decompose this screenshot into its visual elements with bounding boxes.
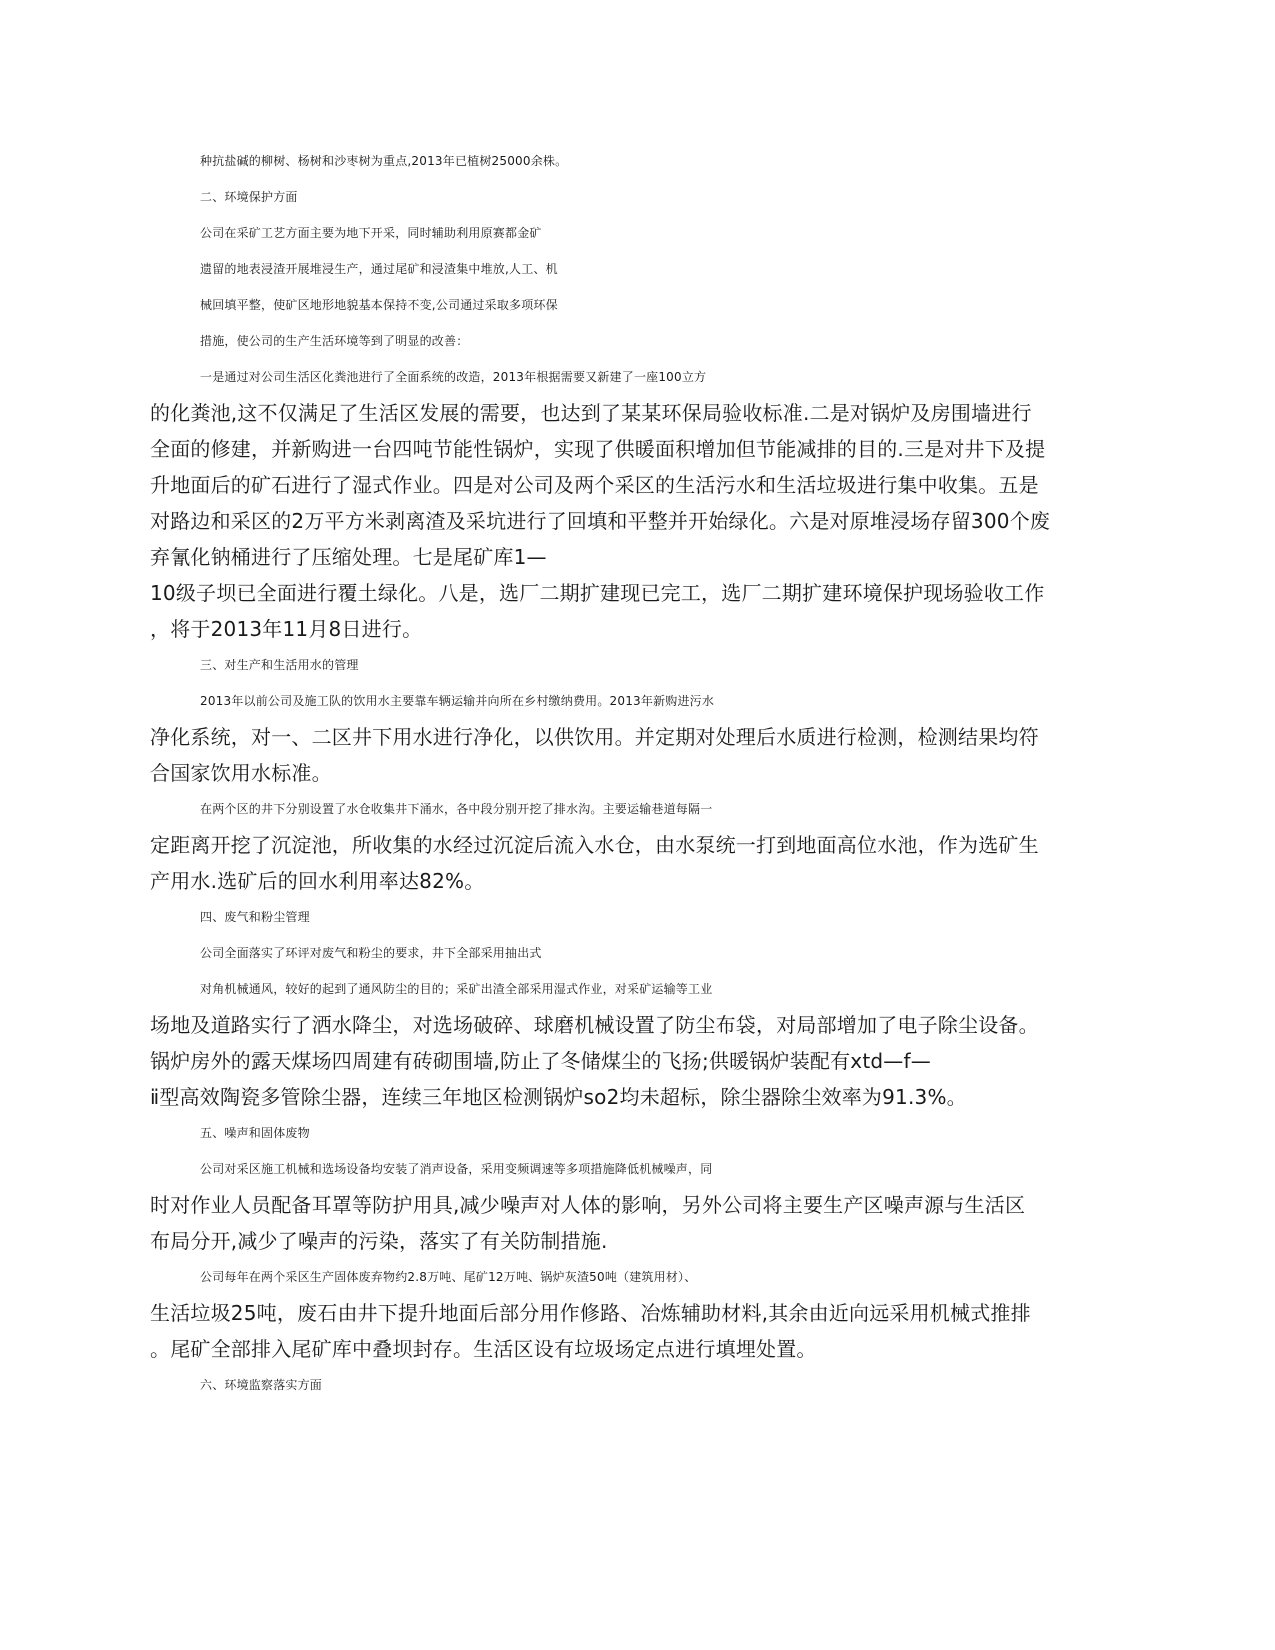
text-line: 公司每年在两个采区生产固体废弃物约2.8万吨、尾矿12万吨、锅炉灰渣50吨（建筑用材）、: [200, 1270, 697, 1284]
section-heading: 五、噪声和固体废物: [200, 1126, 310, 1140]
text-line: ⅱ型高效陶瓷多管除尘器，连续三年地区检测锅炉so2均未超标，除尘器除尘效率为91.3%。: [150, 1085, 967, 1109]
text-line: 械回填平整，使矿区地形地貌基本保持不变,公司通过采取多项环保: [200, 298, 558, 312]
section-heading: 四、废气和粉尘管理: [200, 910, 310, 924]
text-line: 遗留的地表浸渣开展堆浸生产，通过尾矿和浸渣集中堆放,人工、机: [200, 262, 558, 276]
text-line: 公司在采矿工艺方面主要为地下开采，同时辅助利用原赛都金矿: [200, 226, 542, 240]
text-line: 一是通过对公司生活区化粪池进行了全面系统的改造，2013年根据需要又新建了一座100立方: [200, 370, 707, 384]
text-line: 时对作业人员配备耳罩等防护用具,减少噪声对人体的影响，另外公司将主要生产区噪声源与生活区: [150, 1193, 1026, 1217]
section-heading: 三、对生产和生活用水的管理: [200, 658, 359, 672]
section-heading: 六、环境监察落实方面: [200, 1378, 323, 1392]
text-line: 升地面后的矿石进行了湿式作业。四是对公司及两个采区的生活污水和生活垃圾进行集中收集。五是: [150, 473, 1039, 497]
text-line: 种抗盐碱的柳树、杨树和沙枣树为重点,2013年已植树25000余株。: [200, 154, 568, 168]
text-line: 净化系统，对一、二区井下用水进行净化，以供饮用。并定期对处理后水质进行检测，检测结果均符: [150, 725, 1039, 749]
text-line: 公司对采区施工机械和选场设备均安装了消声设备，采用变频调速等多项措施降低机械噪声，同: [200, 1162, 713, 1176]
text-line: 场地及道路实行了洒水降尘，对选场破碎、球磨机械设置了防尘布袋，对局部增加了电子除尘设备。: [150, 1013, 1039, 1037]
text-line: 产用水.选矿后的回水利用率达82%。: [150, 869, 485, 893]
text-line: 全面的修建，并新购进一台四吨节能性锅炉，实现了供暖面积增加但节能减排的目的.三是对井下及提: [150, 437, 1046, 461]
text-line: 。尾矿全部排入尾矿库中叠坝封存。生活区设有垃圾场定点进行填埋处置。: [150, 1337, 817, 1361]
text-line: 布局分开,减少了噪声的污染，落实了有关防制措施.: [150, 1229, 608, 1253]
text-line: 合国家饮用水标准。: [150, 761, 332, 785]
text-line: 弃氰化钠桶进行了压缩处理。七是尾矿库1—: [150, 545, 547, 569]
section-heading: 二、环境保护方面: [200, 190, 298, 204]
text-line: 锅炉房外的露天煤场四周建有砖砌围墙,防止了冬储煤尘的飞扬;供暖锅炉装配有xtd—f—: [150, 1049, 931, 1073]
text-line: 定距离开挖了沉淀池，所收集的水经过沉淀后流入水仓，由水泵统一打到地面高位水池，作为选矿生: [150, 833, 1039, 857]
text-line: 2013年以前公司及施工队的饮用水主要靠车辆运输并向所在乡村缴纳费用。2013年新购进污水: [200, 694, 715, 708]
text-line: 的化粪池,这不仅满足了生活区发展的需要，也达到了某某环保局验收标准.二是对锅炉及房围墙进行: [150, 401, 1032, 425]
text-line: 措施，使公司的生产生活环境等到了明显的改善：: [200, 334, 469, 348]
text-line: 在两个区的井下分别设置了水仓收集井下涌水，各中段分别开挖了排水沟。主要运输巷道每隔一: [200, 802, 713, 816]
text-line: 生活垃圾25吨，废石由井下提升地面后部分用作修路、冶炼辅助材料,其余由近向远采用机械式推排: [150, 1301, 1031, 1325]
text-line: 对角机械通风，较好的起到了通风防尘的目的；采矿出渣全部采用湿式作业，对采矿运输等工业: [200, 982, 713, 996]
text-line: ，将于2013年11月8日进行。: [150, 617, 423, 641]
text-line: 对路边和采区的2万平方米剥离渣及采坑进行了回填和平整并开始绿化。六是对原堆浸场存留300个废: [150, 509, 1051, 533]
text-line: 公司全面落实了环评对废气和粉尘的要求，井下全部采用抽出式: [200, 946, 542, 960]
text-line: 10级子坝已全面进行覆土绿化。八是，选厂二期扩建现已完工，选厂二期扩建环境保护现场验收工作: [150, 581, 1045, 605]
